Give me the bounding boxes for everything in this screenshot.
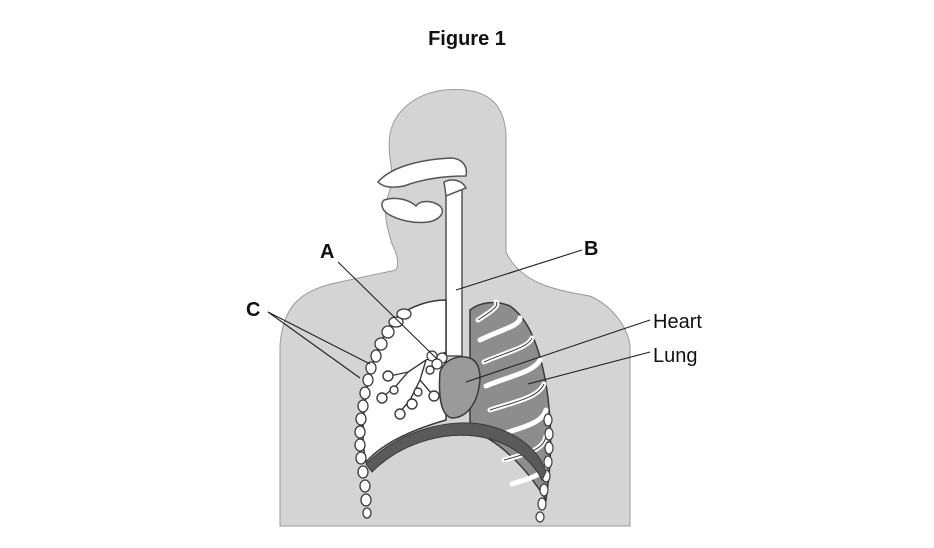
- label-lung: Lung: [653, 345, 698, 367]
- trachea: [446, 190, 462, 356]
- label-b: B: [584, 238, 599, 260]
- figure-title: Figure 1: [428, 28, 506, 50]
- label-heart: Heart: [653, 311, 702, 333]
- label-c: C: [246, 299, 261, 321]
- label-a: A: [320, 241, 335, 263]
